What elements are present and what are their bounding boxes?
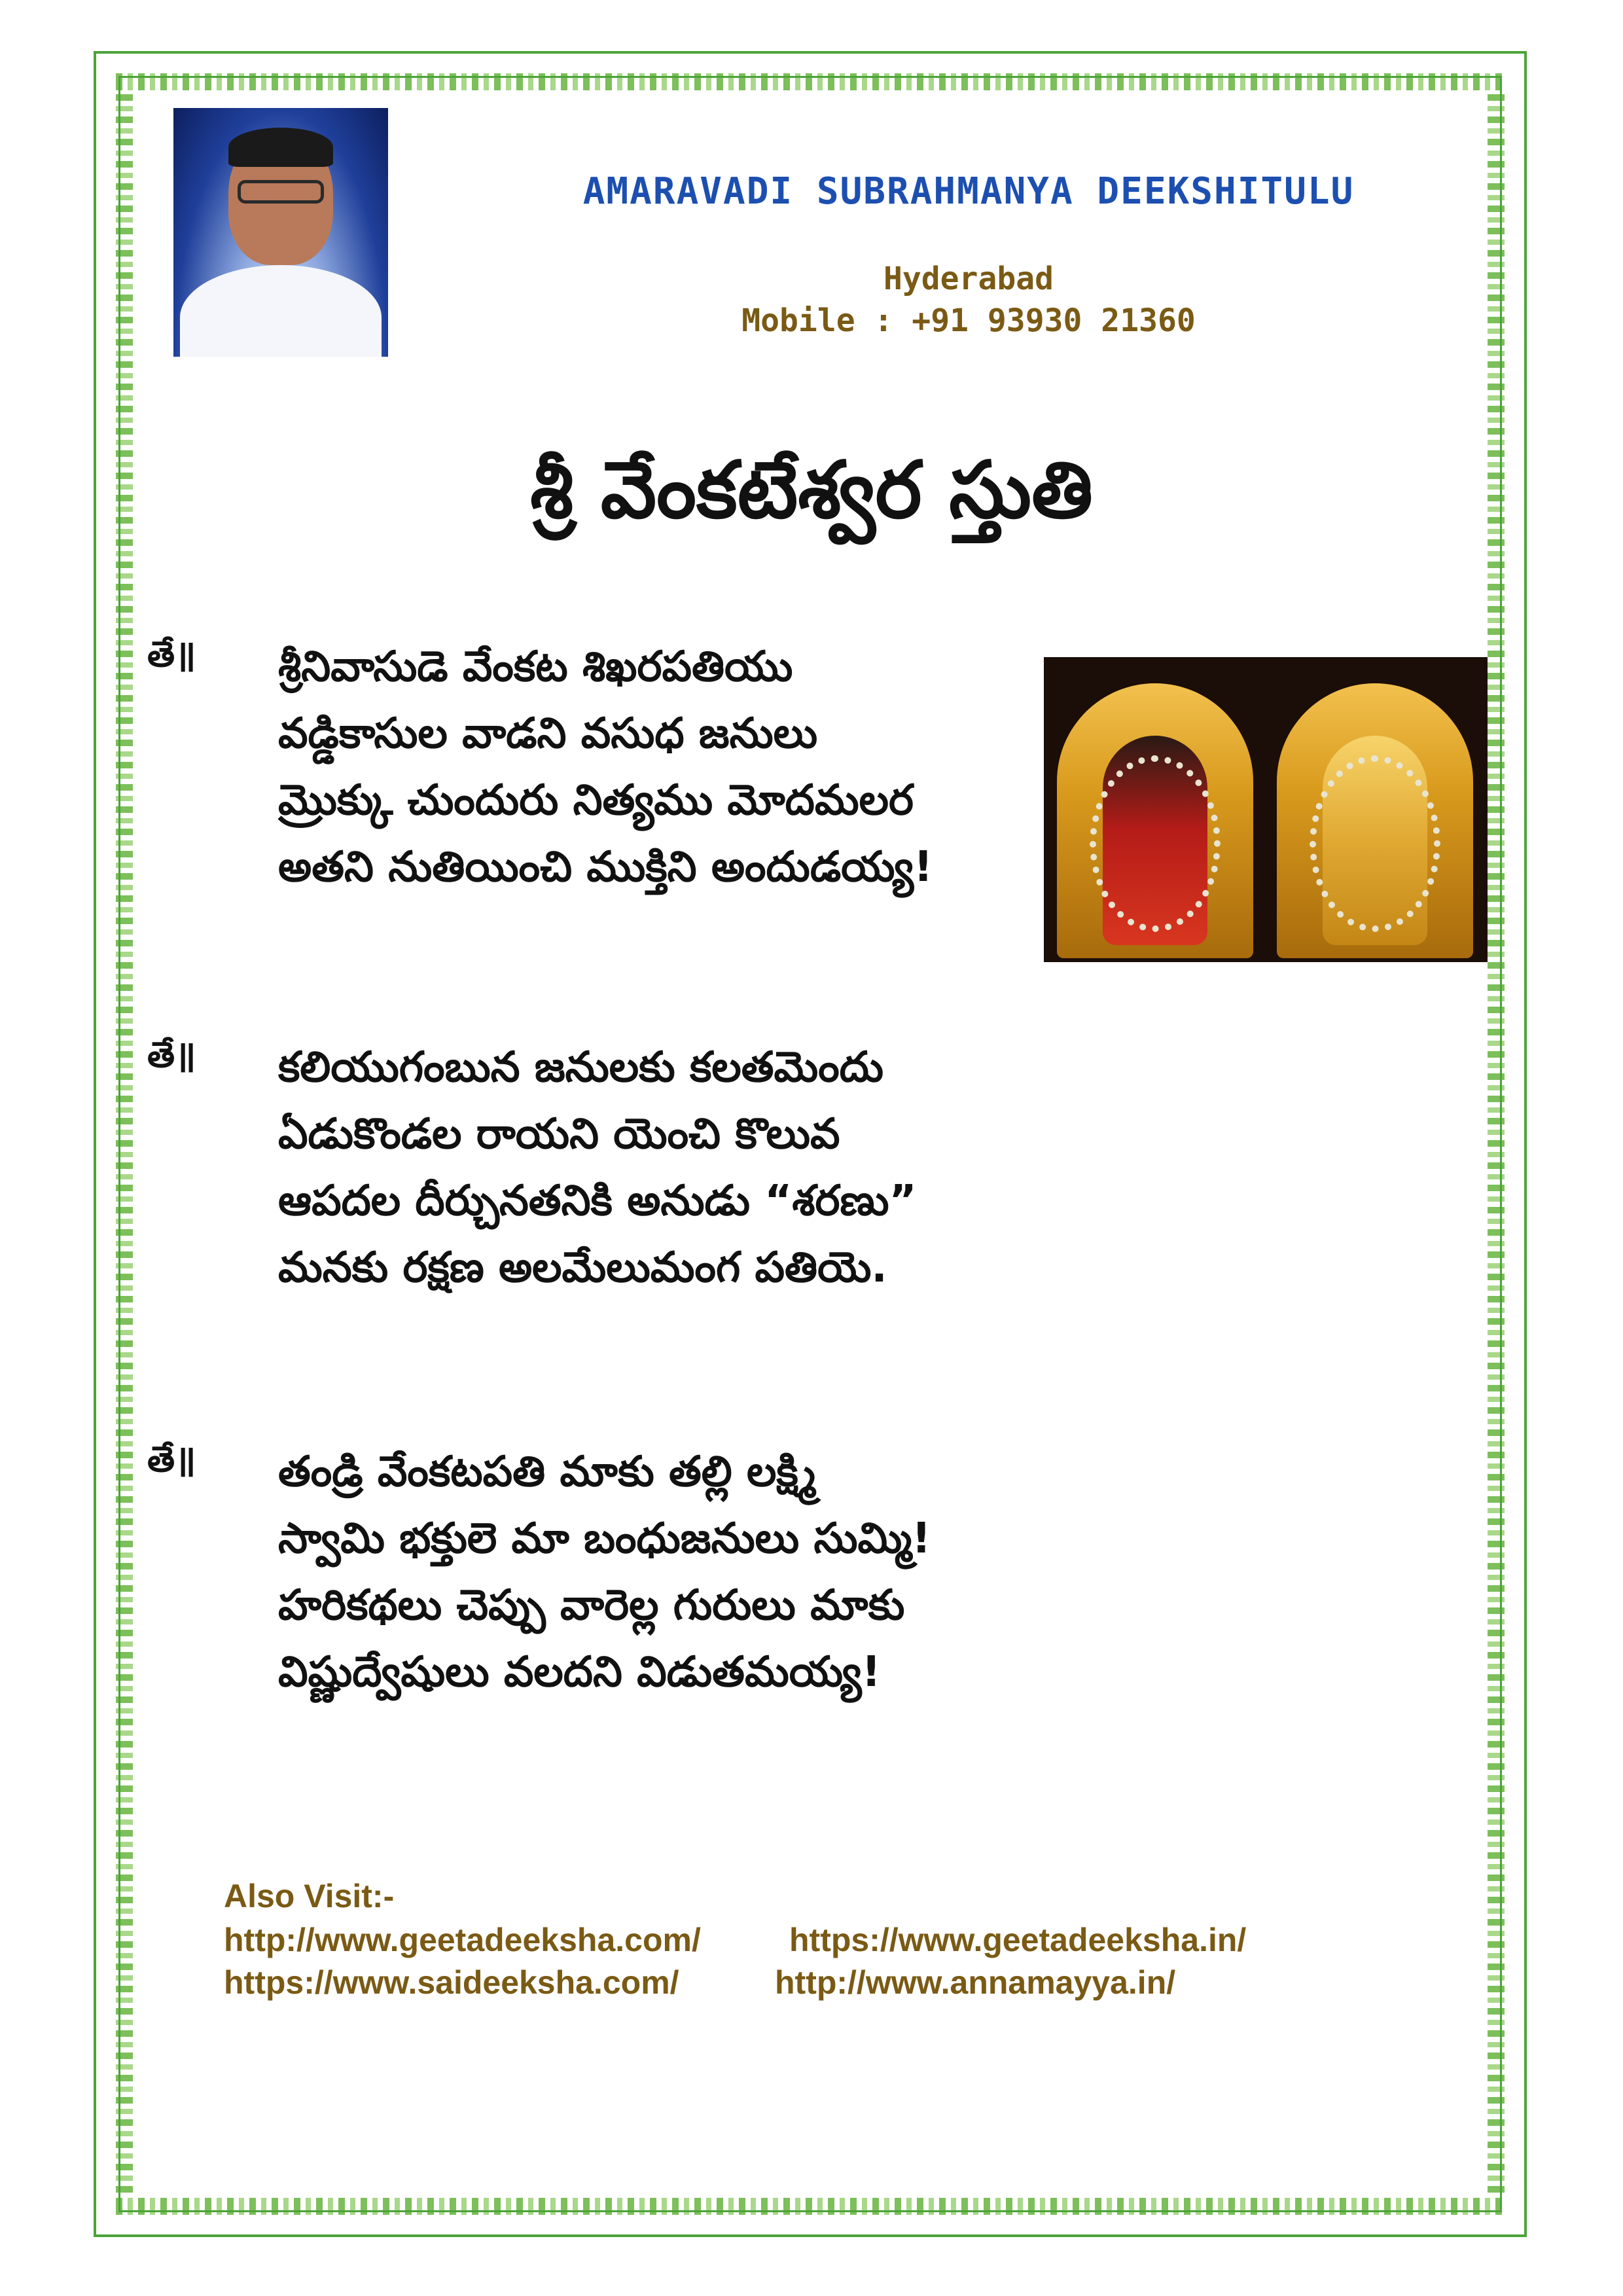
verse-line: మ్రొక్కు చుందురు నిత్యము మోదమలర (278, 776, 914, 825)
deity-image (1044, 657, 1488, 962)
verse-lines (278, 1439, 931, 1706)
author-portrait (173, 108, 388, 357)
verse-line: వడ్డికాసుల వాడని వసుధ జనులు (278, 709, 818, 758)
verse-marker: తే॥ (147, 634, 196, 675)
portrait-shirt (180, 265, 382, 357)
verse-lines (278, 1034, 917, 1301)
author-mobile: Mobile : +91 93930 21360 (741, 302, 1196, 339)
also-visit-label: Also Visit:- (224, 1878, 395, 1914)
link-annamayya-in[interactable]: http://www.annamayya.in/ (775, 1964, 1176, 2001)
verse-line: కలియుగంబున జనులకు కలతమెందు (278, 1043, 884, 1092)
author-city: Hyderabad (883, 260, 1054, 297)
verse-lines (278, 634, 933, 901)
verse-line: మనకు రక్షణ అలమేలుమంగ పతియె. (278, 1244, 887, 1292)
verse-line: స్వామి భక్తులె మా బంధుజనులు సుమ్మి! (278, 1515, 931, 1563)
verse-marker: తే॥ (147, 1034, 196, 1075)
garland-left (1090, 755, 1221, 932)
portrait-hair (228, 128, 333, 167)
link-saideeksha-com[interactable]: https://www.saideeksha.com/ (224, 1964, 679, 2001)
verse-line: ఆపదల దీర్చునతనికి అనుడు “శరణు” (278, 1177, 917, 1225)
verse-line: శ్రీనివాసుడె వేంకట శిఖరపతియు (278, 643, 793, 691)
link-geetadeeksha-com[interactable]: http://www.geetadeeksha.com/ (224, 1922, 701, 1958)
author-name: AMARAVADI SUBRAHMANYA DEEKSHITULU (582, 170, 1355, 213)
link-geetadeeksha-in[interactable]: https://www.geetadeeksha.in/ (789, 1922, 1247, 1958)
verse-line: ఏడుకొండల రాయని యెంచి కొలువ (278, 1110, 840, 1158)
page-title: శ్రీ వేంకటేశ్వర స్తుతి (530, 445, 1093, 536)
verse-line: హరికథలు చెప్పు వారెల్ల గురులు మాకు (278, 1581, 905, 1630)
verse-line: విష్ణుద్వేషులు వలదని విడుతమయ్య! (278, 1648, 881, 1696)
portrait-glasses (238, 180, 324, 204)
verse-line: అతని నుతియించి ముక్తిని అందుడయ్య! (278, 843, 933, 891)
verse-line: తండ్రి వేంకటపతి మాకు తల్లి లక్ష్మి (278, 1448, 816, 1496)
garland-right (1310, 755, 1440, 932)
verse-marker: తే॥ (147, 1439, 196, 1480)
